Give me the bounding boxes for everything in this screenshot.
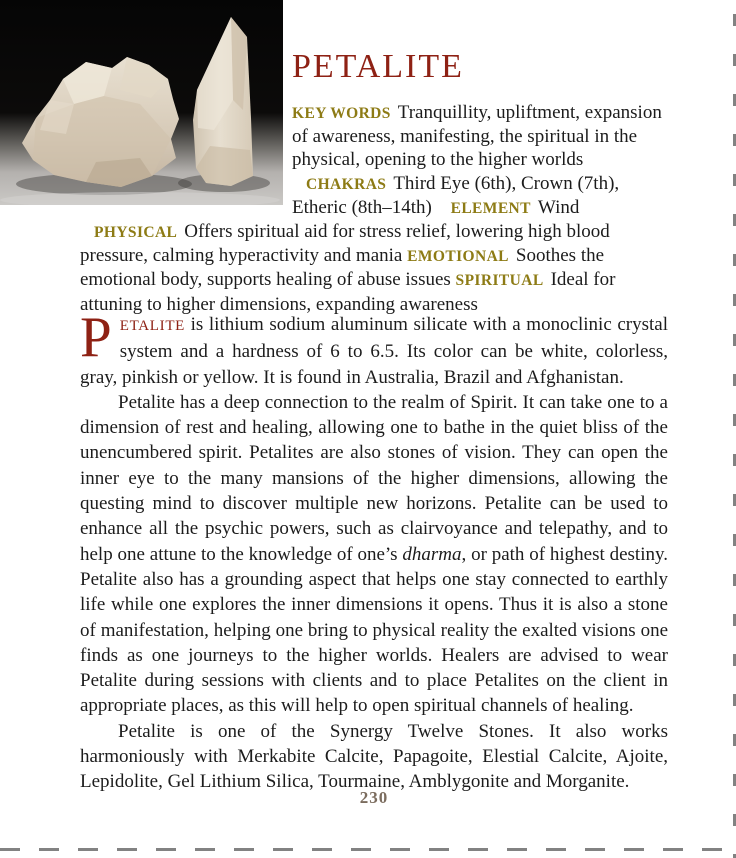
page-number: 230 (359, 788, 389, 807)
paragraph-2 (80, 390, 668, 719)
paragraph-1 (80, 306, 668, 390)
paragraph-2-text-a: Petalite has a deep connection to the realm of Spirit. It can take one to a dimension of rest and healing, allowing one to bathe in the quiet bliss of the unencumbered spirit. Petalites are also stones of vision. They can open the inner eye to the many mansions of the higher dimensions, allowing the questing mind to discover multiple new horizons. Petalite can be used to enhance all the psychic powers, such as clairvoyance and telepathy, and to help one attune to the knowledge of one’s (80, 391, 668, 565)
chakras-label: CHAKRAS (306, 175, 387, 193)
emotional-text: Soothes the emotional body, supports healing of abuse issues (80, 245, 605, 291)
paragraph-3-text: Petalite is one of the Synergy Twelve Stones. It also works harmoniously with Merkabite Calcite, Papagoite, Elestial Calcite, Ajoite, Lepidolite, Gel Lithium Silica, Tourmaine, Amblygonite and Morganite. (80, 720, 668, 793)
emotional-label: EMOTIONAL (407, 248, 509, 266)
drop-cap: P (80, 306, 112, 369)
element-label: ELEMENT (450, 199, 531, 217)
physical-text: Offers spiritual aid for stress relief, lowering high blood pressure, calming hyperactivity and mania (80, 221, 610, 267)
photo-wrap-spacer (80, 101, 292, 217)
spiritual-label: SPIRITUAL (455, 272, 544, 290)
paragraph-1-text: is lithium sodium aluminum silicate with a monoclinic crystal system and a hardness of 6 to 6.5. Its color can be white, colorless, gray, pinkish or yellow. It is found in Australia, Brazil and Afghanistan. (80, 314, 668, 388)
lead-smallcaps: ETALITE (119, 318, 186, 334)
key-words-text: Tranquillity, upliftment, expansion of awareness, manifesting, the spiritual in the physical, opening to the higher worlds (292, 102, 662, 171)
body-text (80, 306, 668, 795)
paragraph-2-text-b: , or path of highest destiny. Petalite also has a grounding aspect that helps one stay connected to earthly life while one explores the inner dimensions it opens. Thus it is also a stone of manifestation, helping one bring to physical reality the exalted visions one finds as one journeys to the higher worlds. Healers are advised to wear Petalite during sessions with clients and to place Petalites on the client in appropriate places, as this will help to open spiritual channels of healing. (80, 543, 668, 717)
dharma-italic: dharma (402, 543, 462, 565)
chakras-text: Third Eye (6th), Crown (7th), Etheric (8th–14th) (292, 172, 620, 218)
paragraph-3 (80, 719, 668, 795)
properties-block (80, 101, 668, 316)
key-words-label: KEY WORDS (292, 105, 391, 122)
bottom-edge-dashed-line (0, 848, 736, 851)
physical-label: PHYSICAL (94, 224, 178, 242)
element-text: Wind (537, 196, 580, 218)
page-title: PETALITE (292, 48, 464, 85)
spiritual-text: Ideal for attuning to higher dimensions, expanding awareness (80, 269, 616, 315)
